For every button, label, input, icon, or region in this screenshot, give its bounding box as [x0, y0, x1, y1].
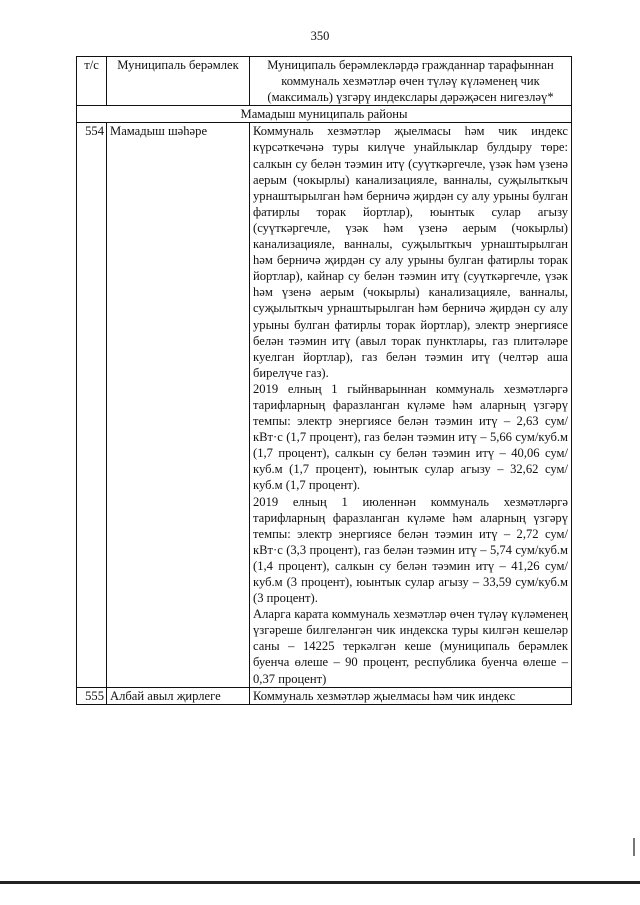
description-paragraph: Коммуналь хезмәтләр җыелмасы һәм чик индекс	[253, 688, 516, 703]
description-paragraph: 2019 елның 1 июленнән коммуналь хезмәтләргә тарифларның фаразланган күләме һәм аларның үзгәрү темпы: электр энергиясе белән тәэмин итү – 2,72 сум/кВт·с (3,3 процент), газ белән тәэмин итү – 5,74 сум/куб.м (1,4 процент), салкын су белән тәэмин итү – 41,26 сум/куб.м (3 процент), юынтык сулар агызу – 33,59 сум/куб.м (3 процент).	[253, 494, 568, 606]
description-paragraph: Аларга карата коммуналь хезмәтләр өчен түләү күләменең үзгәреше билгеләнгән чик индекска туры килгән кешеләр саны – 14225 теркәлгән кеше (муниципаль берәмлек буенча өлеше – 90 процент, республика буенча өлеше – 0,37 процент)	[253, 607, 568, 686]
table-row	[77, 123, 572, 687]
scan-bottom-edge	[0, 881, 640, 884]
row-description	[250, 123, 572, 687]
table-header-row	[77, 57, 572, 106]
description-paragraph: 2019 елның 1 гыйнварыннан коммуналь хезмәтләргә тарифларның фаразланган күләме һәм аларның үзгәрү темпы: электр энергиясе белән тәэмин итү – 2,63 сум/кВт·с (1,7 процент), газ белән тәэмин итү – 5,66 сум/куб.м (1,7 процент), салкын су белән тәэмин итү – 40,06 сум/куб.м (1,7 процент), юынтык сулар агызу – 32,62 сум/куб.м (1,7 процент).	[253, 381, 568, 493]
row-number: 555	[77, 687, 107, 704]
municipal-index-table	[76, 56, 572, 705]
table-row	[77, 687, 572, 704]
header-municipality: Муниципаль берәмлек	[107, 57, 250, 106]
description-paragraph: Коммуналь хезмәтләр җыелмасы һәм чик индекс күрсәткечәнә туры килүче унайлыклар булдыру төре: салкын су белән тәэмин итү (суүткәргечле, үзәк һәм үзенә аерым (чокырлы) канализацияле, ванналы, суҗылыткыч урнаштырылган һәм берничә җирдән су алу урыны булган фатирлы торак йортлар), юынтык сулар агызу (суүткәргечле, үзәк һәм үзенә аерым (чокырлы) канализацияле, ванналы, суҗылыткыч урнаштырылган һәм берничә җирдән су алу урыны булган фатирлы торак йортлар), кайнар су белән тәэмин итү (суүткәргечле, үзәк һәм үзенә аерым (чокырлы) канализацияле, ванналы, суҗылыткыч урнаштырылган һәм берничә җирдән су алу урыны булган фатирлы торак йортлар), электр энергиясе белән тәэмин итү (авыл торак пунктлары, газ плитәләре куелган йортлар), газ белән тәэмин итү (челтәр аша бирелүче газ).	[253, 124, 568, 380]
header-justification: Муниципаль берәмлекләрдә гражданнар тарафыннан коммуналь хезмәтләр өчен түләү күләменең чик (максималь) үзгәрү индекслары дәрәҗәсен нигезләү*	[250, 57, 572, 106]
region-row	[77, 106, 572, 123]
row-municipality: Мамадыш шәһәре	[107, 123, 250, 687]
row-number: 554	[77, 123, 107, 687]
region-title: Мамадыш муниципаль районы	[77, 106, 572, 123]
header-number: т/с	[77, 57, 107, 106]
row-description	[250, 687, 572, 704]
scan-margin-mark	[633, 838, 635, 856]
row-municipality: Албай авыл җирлеге	[107, 687, 250, 704]
page-number: 350	[310, 29, 330, 43]
